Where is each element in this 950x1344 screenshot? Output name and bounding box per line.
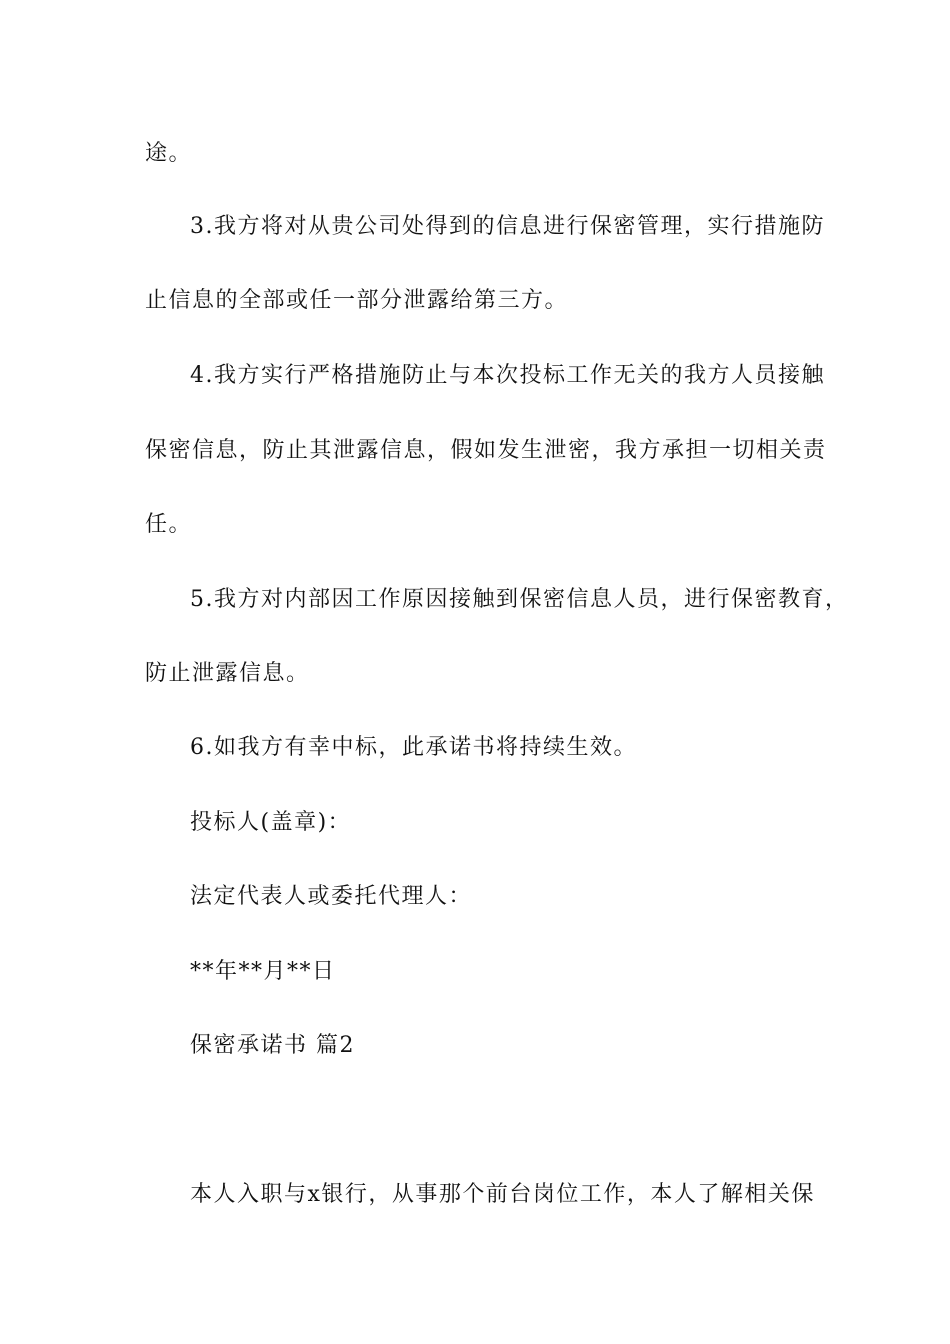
bidder-seal-line: 投标人(盖章)： bbox=[190, 810, 352, 835]
text-line-6: 任。 bbox=[145, 512, 193, 537]
text-line-5: 保密信息，防止其泄露信息，假如发生泄密，我方承担一切相关责 bbox=[145, 438, 827, 463]
section-heading: 保密承诺书 篇2 bbox=[190, 1033, 355, 1058]
text-line-14: 本人入职与x银行，从事那个前台岗位工作，本人了解相关保 bbox=[190, 1182, 815, 1207]
text-line-2: 3.我方将对从贵公司处得到的信息进行保密管理，实行措施防 bbox=[190, 214, 825, 239]
text-line-4: 4.我方实行严格措施防止与本次投标工作无关的我方人员接触 bbox=[190, 363, 825, 388]
text-line-9: 6.如我方有幸中标，此承诺书将持续生效。 bbox=[190, 735, 637, 760]
date-line: **年**月**日 bbox=[190, 959, 336, 984]
text-line-7: 5.我方对内部因工作原因接触到保密信息人员，进行保密教育， bbox=[190, 587, 849, 612]
text-line-3: 止信息的全部或任一部分泄露给第三方。 bbox=[145, 288, 569, 313]
text-line-8: 防止泄露信息。 bbox=[145, 661, 310, 686]
legal-representative-line: 法定代表人或委托代理人： bbox=[190, 884, 473, 909]
text-line-1: 途。 bbox=[145, 141, 193, 166]
